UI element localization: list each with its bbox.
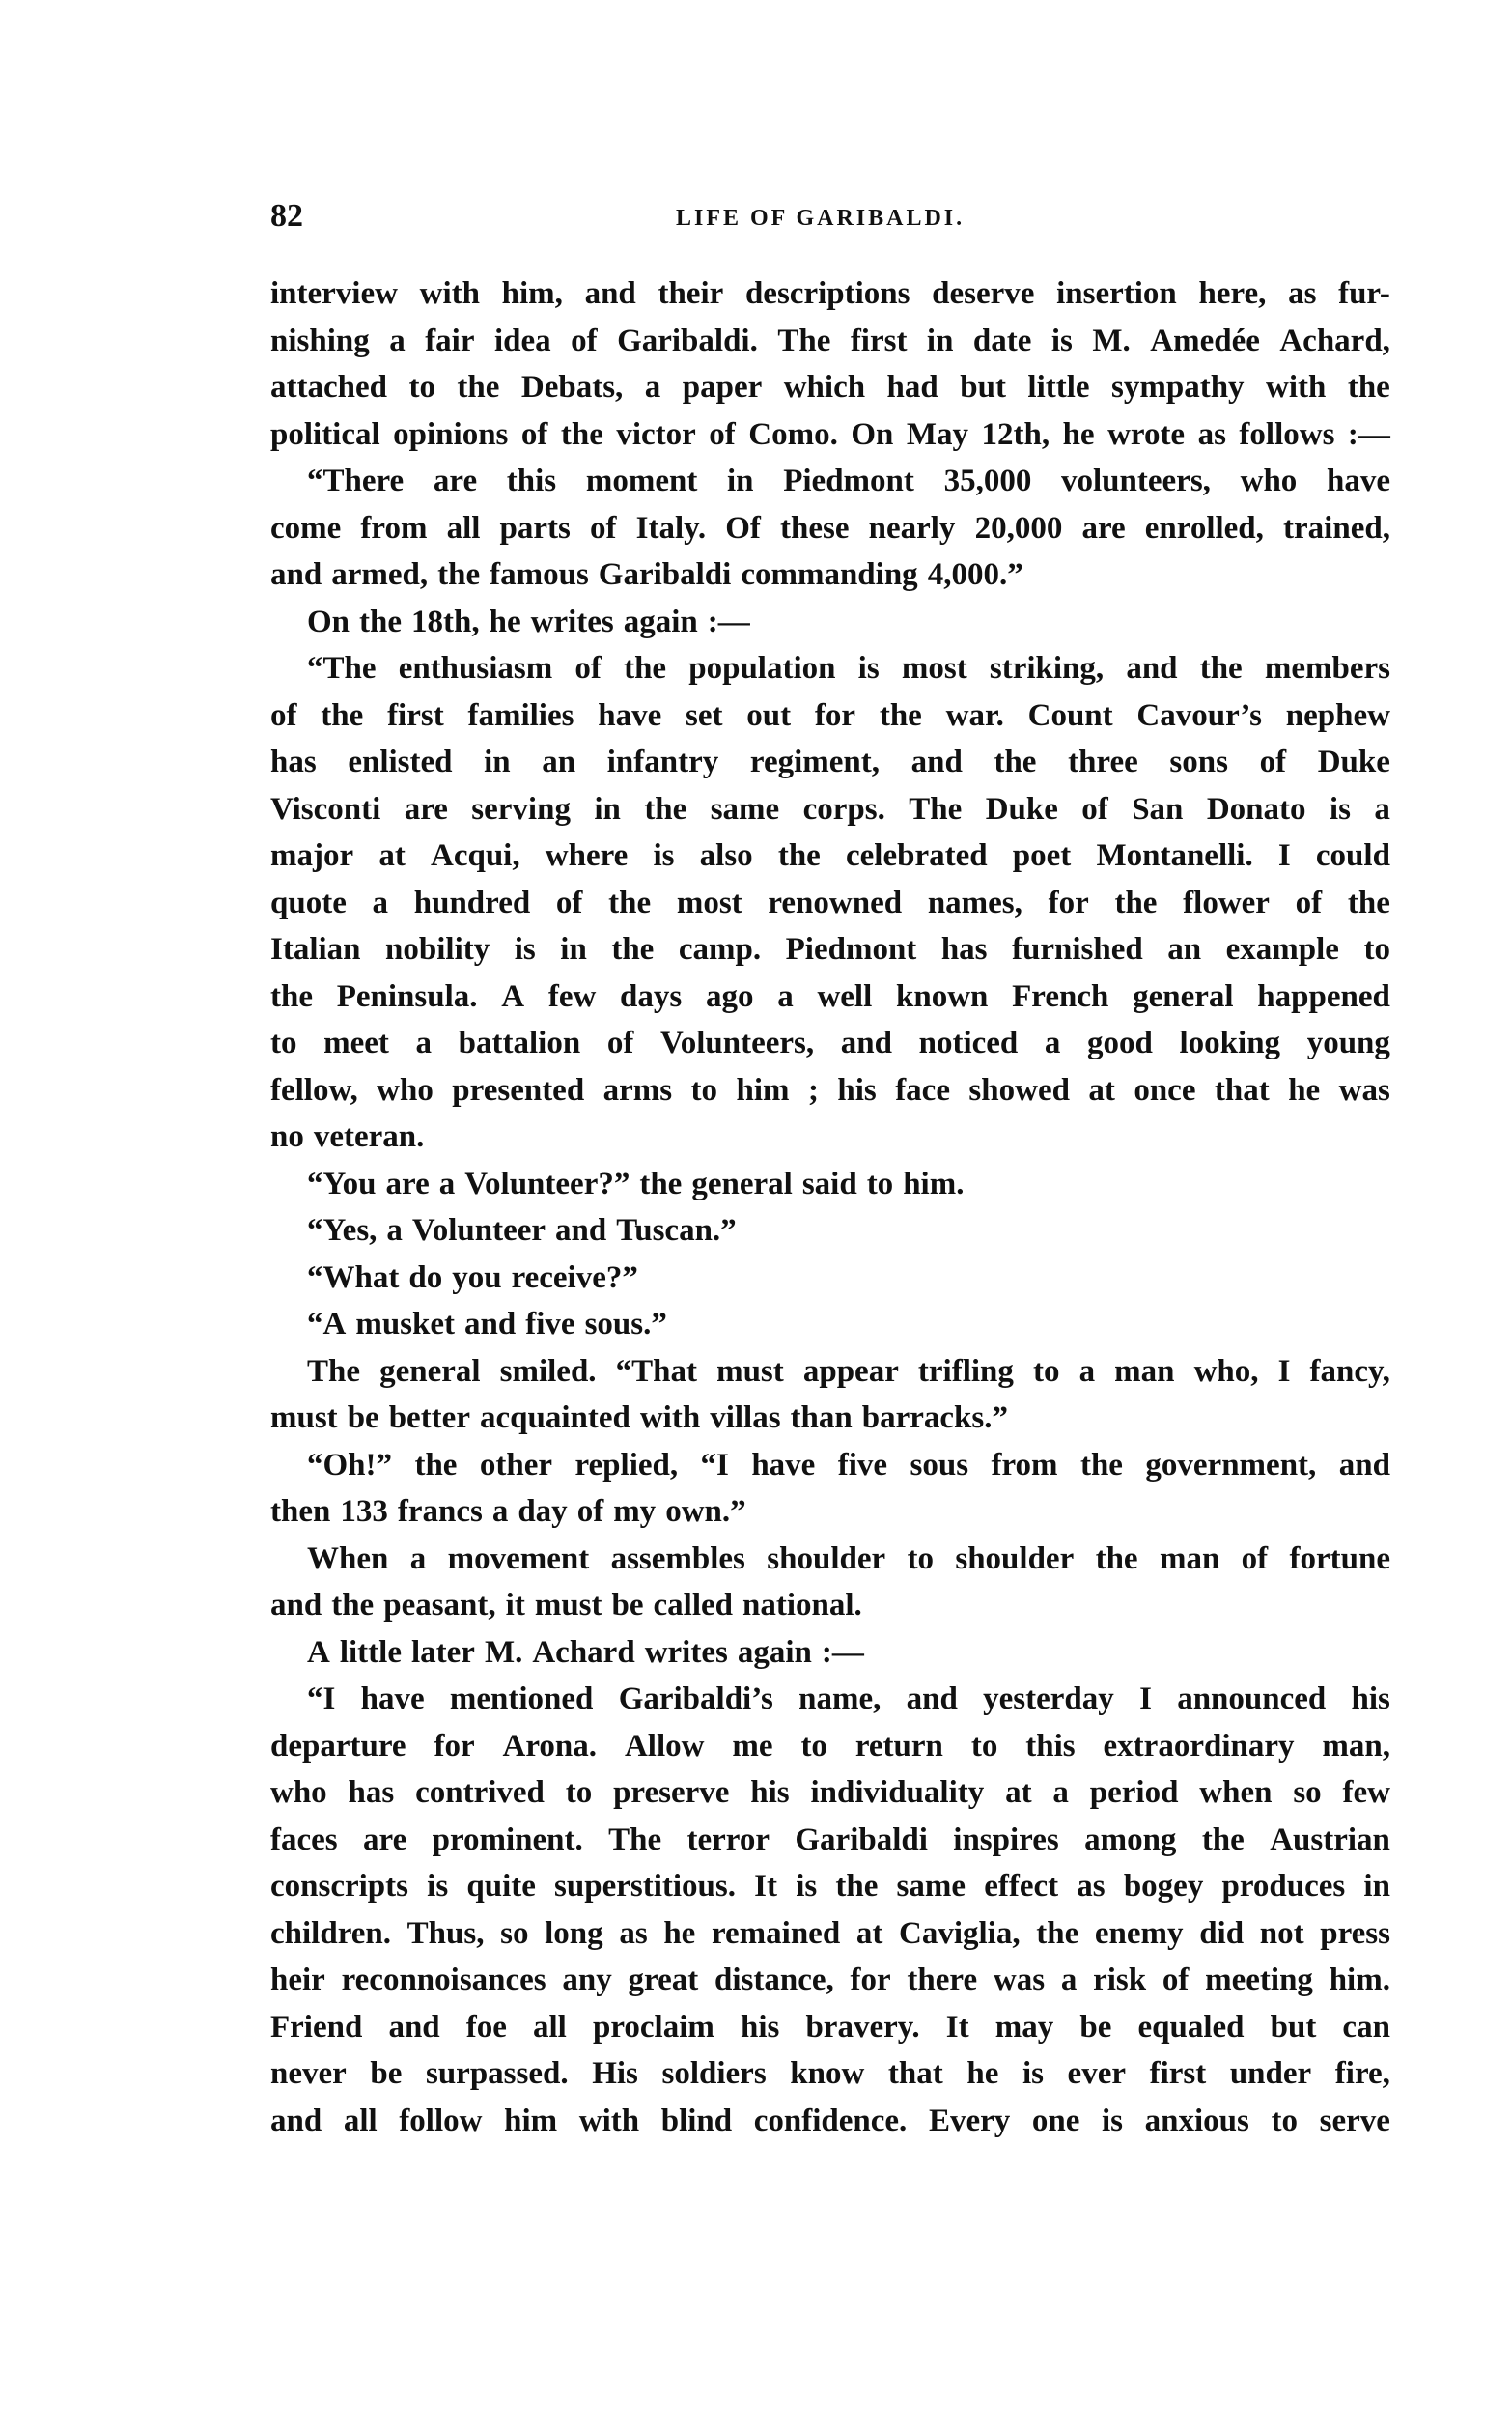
text-line: and armed, the famous Garibaldi commanding 4,000.” bbox=[270, 557, 1023, 592]
text-line: Visconti are serving in the same corps. The Duke of San Donato is a bbox=[270, 791, 1390, 827]
text-line: the Peninsula. A few days ago a well known French general happened bbox=[270, 978, 1390, 1014]
text-line: political opinions of the victor of Como. On May 12th, he wrote as follows :— bbox=[270, 416, 1390, 452]
text-line: no veteran. bbox=[270, 1119, 425, 1154]
running-head: LIFE OF GARIBALDI. bbox=[676, 206, 966, 231]
text-line: who has contrived to preserve his individuality at a period when so few bbox=[270, 1775, 1390, 1810]
text-line: nishing a fair idea of Garibaldi. The first in date is M. Amedée Achard, bbox=[270, 323, 1390, 358]
text-line: major at Acqui, where is also the celebrated poet Montanelli. I could bbox=[270, 838, 1390, 873]
text-line: departure for Arona. Allow me to return to this extraordinary man, bbox=[270, 1728, 1390, 1764]
page-header bbox=[270, 198, 1390, 246]
text-line: must be better acquainted with villas than barracks.” bbox=[270, 1400, 1008, 1435]
text-line: of the first families have set out for the war. Count Cavour’s nephew bbox=[270, 697, 1390, 733]
text-line: fellow, who presented arms to him ; his face showed at once that he was bbox=[270, 1072, 1390, 1108]
text-line: attached to the Debats, a paper which had but little sympathy with the bbox=[270, 370, 1390, 405]
text-line: quote a hundred of the most renowned names, for the flower of the bbox=[270, 885, 1390, 920]
text-line: “A musket and five sous.” bbox=[307, 1307, 667, 1342]
text-line: interview with him, and their descriptions deserve insertion here, as fur- bbox=[270, 276, 1390, 311]
text-line: The general smiled. “That must appear trifling to a man who, I fancy, bbox=[307, 1353, 1390, 1389]
text-line: “You are a Volunteer?” the general said to him. bbox=[307, 1166, 965, 1201]
text-line: “The enthusiasm of the population is most striking, and the members bbox=[307, 651, 1390, 686]
text-line: never be surpassed. His soldiers know that he is ever first under fire, bbox=[270, 2056, 1390, 2091]
page-number: 82 bbox=[270, 198, 303, 234]
text-line: then 133 francs a day of my own.” bbox=[270, 1494, 746, 1529]
text-line: faces are prominent. The terror Garibaldi inspires among the Austrian bbox=[270, 1822, 1390, 1857]
body-text bbox=[270, 270, 1390, 2144]
text-line: heir reconnoisances any great distance, for there was a risk of meeting him. bbox=[270, 1963, 1390, 1997]
text-line: come from all parts of Italy. Of these nearly 20,000 are enrolled, trained, bbox=[270, 510, 1390, 546]
text-line: “What do you receive?” bbox=[307, 1259, 638, 1295]
text-line: and all follow him with blind confidence. Every one is anxious to serve bbox=[270, 2103, 1390, 2138]
text-line: Italian nobility is in the camp. Piedmont has furnished an example to bbox=[270, 932, 1390, 967]
text-line: “I have mentioned Garibaldi’s name, and yesterday I announced his bbox=[307, 1681, 1390, 1716]
text-line: conscripts is quite superstitious. It is the same effect as bogey produces in bbox=[270, 1869, 1390, 1904]
text-line: children. Thus, so long as he remained at Caviglia, the enemy did not press bbox=[270, 1915, 1390, 1951]
text-line: “There are this moment in Piedmont 35,000 volunteers, who have bbox=[307, 464, 1390, 498]
text-line: A little later M. Achard writes again :— bbox=[307, 1634, 864, 1670]
text-line: Friend and foe all proclaim his bravery. It may be equaled but can bbox=[270, 2009, 1390, 2045]
text-line: When a movement assembles shoulder to shoulder the man of fortune bbox=[307, 1540, 1390, 1576]
text-line: to meet a battalion of Volunteers, and noticed a good looking young bbox=[270, 1026, 1390, 1060]
text-line: has enlisted in an infantry regiment, and the three sons of Duke bbox=[270, 745, 1390, 779]
text-line: On the 18th, he writes again :— bbox=[307, 604, 750, 639]
text-line: and the peasant, it must be called national. bbox=[270, 1588, 862, 1623]
text-line: “Oh!” the other replied, “I have five sous from the government, and bbox=[307, 1447, 1390, 1483]
text-line: “Yes, a Volunteer and Tuscan.” bbox=[307, 1213, 737, 1248]
